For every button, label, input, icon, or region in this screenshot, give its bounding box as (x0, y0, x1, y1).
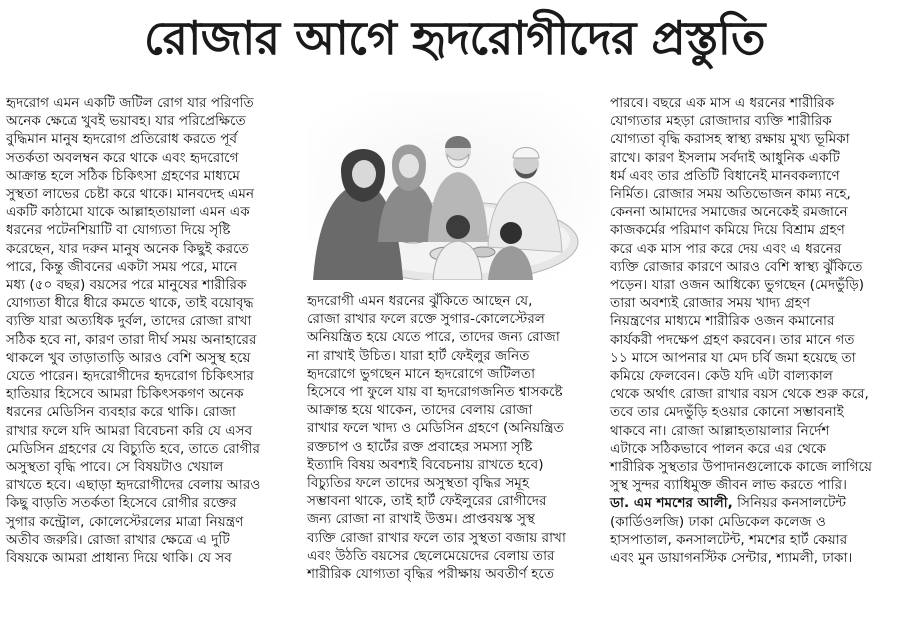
text-line: বুদ্ধিমান মানুষ হৃদরোগ প্রতিরোধ করতে পূর্ব (6, 131, 238, 148)
text-line: হৃদরোগী এমন ধরনের ঝুঁকিতে আছেন যে, (307, 293, 533, 309)
text-line: আক্রান্ত হলে সঠিক চিকিৎসা গ্রহণের মাধ্যমে (6, 167, 240, 184)
author-title: সিনিয়র কনসালটেন্ট (732, 495, 847, 512)
text-line: মধ্য (৫০ বছর) বয়সের পরে মানুষের শারীরিক (6, 277, 247, 294)
text-line: থাকবে না। রোজা আল্লাহতায়ালার নির্দেশ (610, 422, 830, 439)
text-line: শারীরিক সুস্থতার উপাদানগুলোকে কাজে লাগিয়ে (610, 459, 873, 476)
text-line: কার্যকরী পদক্ষেপ গ্রহণ করবেন। তার মানে গত (610, 331, 855, 348)
text-line: করে এক মাস পার করে দেয় এবং এ ধরনের (610, 240, 842, 257)
text-line: নিয়ন্ত্রণের মাধ্যমে শারীরিক ওজন কমানোর (610, 313, 835, 330)
text-line: হিসেবে পা ফুলে যায় বা হৃদরোগজনিত শ্বাসকষ্টে (307, 384, 563, 401)
article-column-2 (307, 292, 599, 583)
text-line: একটি কাঠামো যাকে আল্লাহতায়ালা এমন এক (6, 204, 250, 221)
author-name: ডা. এম শমশের আলী, (610, 495, 733, 512)
text-line: হৃদরোগ এমন একটি জটিল রোগ যার পরিণতি (6, 95, 254, 111)
text-line: রাখতে হবে। এছাড়া হৃদরোগীদের বেলায় আরও (6, 477, 261, 494)
text-line: ১১ মাসে আপনার যা মেদ চর্বি জমা হয়েছে তা (610, 349, 856, 366)
author-affiliation (610, 513, 904, 568)
text-line: আক্রান্ত হয়ে থাকেন, তাদের বেলায় রোজা (307, 402, 533, 419)
text-line: সুগার কন্ট্রোল, কোলেস্টেরলের মাত্রা নিয়ন্ত্রণ (6, 513, 244, 530)
text-line: যেতে পারেন। হৃদরোগীদের হৃদরোগ চিকিৎসার (6, 368, 254, 385)
text-line: সম্ভাবনা থাকে, তাই হার্ট ফেইলুরের রোগীদের (307, 493, 547, 510)
text-line: জন্য রোজা না রাখাই উত্তম। প্রাপ্তবয়স্ক সুস্থ (307, 511, 535, 528)
text-line: সতর্কতা অবলম্বন করে থাকে এবং হৃদরোগে (6, 149, 239, 166)
family-iftar-illustration (308, 92, 601, 280)
text-line: বিষয়কে আমরা প্রাধান্য দিয়ে থাকি। যে সব (6, 550, 232, 567)
text-line: করেছেন, যার দরুন মানুষ অনেক কিছুই করতে (6, 240, 249, 257)
text-line: রাখে। কারণ ইসলাম সর্বদাই আধুনিক একটি (610, 149, 840, 166)
text-line: রক্তচাপ ও হার্টের রক্ত প্রবাহের সমস্যা সৃষ্টি (307, 438, 533, 455)
text-line: তবে তার মেদভুঁড়ি হওয়ার কোনো সম্ভাবনাই (610, 404, 844, 421)
text-line: হাসপাতাল, কনসালটেন্ট, শমশের হার্ট কেয়ার (610, 531, 848, 548)
text-line: ধর্ম এবং তার প্রতিটি বিধানেই মানবকল্যাণে (610, 167, 840, 184)
text-line: সুস্থতা লাভের চেষ্টা করে থাকে। মানবদেহ এমন (6, 186, 255, 203)
text-line: নির্মিত। রোজার সময় অতিভোজন কাম্য নহে, (610, 186, 851, 203)
article-column-1 (6, 94, 292, 567)
text-line: অতীব জরুরি। রোজা রাখার ক্ষেত্রে এ দুটি (6, 531, 230, 548)
text-line: ব্যক্তি যারা অত্যধিক দুর্বল, তাদের রোজা রাখা (6, 313, 252, 330)
text-line: বিচ্যুতির ফলে তাদের অসুস্থতা বৃদ্ধির সমূহ (307, 475, 530, 492)
text-line: ধরনের পটেনশিয়াটি বা যোগ্যতা দিয়ে সৃষ্টি (6, 222, 231, 239)
text-line: অসুস্থতা বৃদ্ধি পাবে। সে বিষয়টাও খেয়াল (6, 459, 224, 476)
text-line: ধরনের মেডিসিন ব্যবহার করে থাকি। রোজা (6, 404, 236, 421)
text-line: যোগ্যতার মহড়া রোজাদার ব্যক্তি শারীরিক (610, 113, 832, 130)
text-line: কেননা আমাদের সমাজের অনেকেই রমজানে (610, 204, 848, 221)
text-line: থাকলে খুব তাড়াতাড়ি আরও বেশি অসুস্থ হয়ে (6, 349, 251, 366)
text-line: রাখার ফলে খাদ্য ও মেডিসিন গ্রহণে (অনিয়ন্ত্রিত (307, 420, 564, 437)
text-line: এটাকে সঠিকভাবে পালন করে এর থেকে (610, 440, 826, 457)
article-column-3 (610, 94, 904, 567)
text-line: ব্যক্তি রোজার কারণে আরও বেশি স্বাস্থ্য ঝুঁকিতে (610, 258, 863, 275)
text-line: না রাখাই উচিত। যারা হার্ট ফেইলুর জনিত (307, 347, 530, 364)
text-line: হাতিয়ার হিসেবে আমরা চিকিৎসকগণ অনেক (6, 386, 244, 403)
text-line: যোগ্যতা বৃদ্ধি করাসহ স্বাস্থ্য রক্ষায় মুখ্য ভূমিকা (610, 131, 850, 148)
page-title: রোজার আগে হৃদরোগীদের প্রস্তুতি (144, 11, 765, 65)
text-line: রাখার ফলে যদি আমরা বিবেচনা করি যে এসব (6, 422, 253, 439)
text-line: থেকে অর্থাৎ রোজা রাখার বয়স থেকে শুরু করে, (610, 386, 869, 403)
author-line (610, 494, 904, 512)
text-line: সঠিক হবে না, কারণ তারা দীর্ঘ সময় অনাহারের (6, 331, 257, 348)
text-line: কিছু বাড়তি সতর্কতা হিসেবে রোগীর রক্তের (6, 495, 237, 512)
text-line: কাজকর্মের পরিমাণ কমিয়ে দিয়ে বিশ্রাম গ্রহণ (610, 222, 845, 239)
text-line: সুস্থ সুন্দর ব্যাধিমুক্ত জীবন লাভ করতে পারি। (610, 477, 847, 494)
text-line: (কার্ডিওলজি) ঢাকা মেডিকেল কলেজ ও (610, 513, 826, 530)
text-line: ইত্যাদি বিষয় অবশ্যই বিবেচনায় রাখতে হবে) (307, 456, 544, 473)
text-line: পারবে। বছরে এক মাস এ ধরনের শারীরিক (610, 95, 835, 111)
text-line: হৃদরোগে ভুগছেন মানে হৃদরোগে জটিলতা (307, 365, 536, 382)
text-line: ব্যক্তি রোজা রাখার ফলে তার সুস্থতা বজায় রাখা (307, 529, 566, 546)
text-line: কমিয়ে ফেলবেন। কেউ যদি এটা বাল্যকাল (610, 368, 833, 385)
text-line: রোজা রাখার ফলে রক্তে সুগার-কোলেস্টেরল (307, 311, 545, 328)
text-line: মেডিসিন গ্রহণের যে বিচ্যুতি হবে, তাতে রোগীর (6, 440, 261, 457)
text-line: তারা অবশ্যই রোজার সময় খাদ্য গ্রহণ (610, 295, 811, 312)
text-line: পড়েন। যারা ওজন আধিক্যে ভুগছেন (মেদভুঁড়ি) (610, 277, 865, 294)
text-line: অনেক ক্ষেত্রে খুবই ভয়াবহ। যার পরিপ্রেক্ষিতে (6, 113, 246, 130)
text-line: যোগ্যতা ধীরে ধীরে কমতে থাকে, তাই বয়োবৃদ্ধ (6, 295, 254, 312)
text-line: এবং মুন ডায়াগনস্টিক সেন্টার, শ্যামলী, ঢাকা। (610, 550, 853, 567)
text-line: পারে, কিন্তু জীবনের একটা সময় পরে, মানে (6, 258, 238, 275)
text-line: অনিয়ন্ত্রিত হয়ে যেতে পারে, তাদের জন্য রোজা (307, 329, 560, 346)
text-line: শারীরিক যোগ্যতা বৃদ্ধির পরীক্ষায় অবতীর্ণ হতে (307, 566, 555, 583)
article-column-3-body (610, 94, 904, 494)
text-line: এবং উঠতি বয়সের ছেলেমেয়েদের বেলায় তার (307, 547, 555, 564)
